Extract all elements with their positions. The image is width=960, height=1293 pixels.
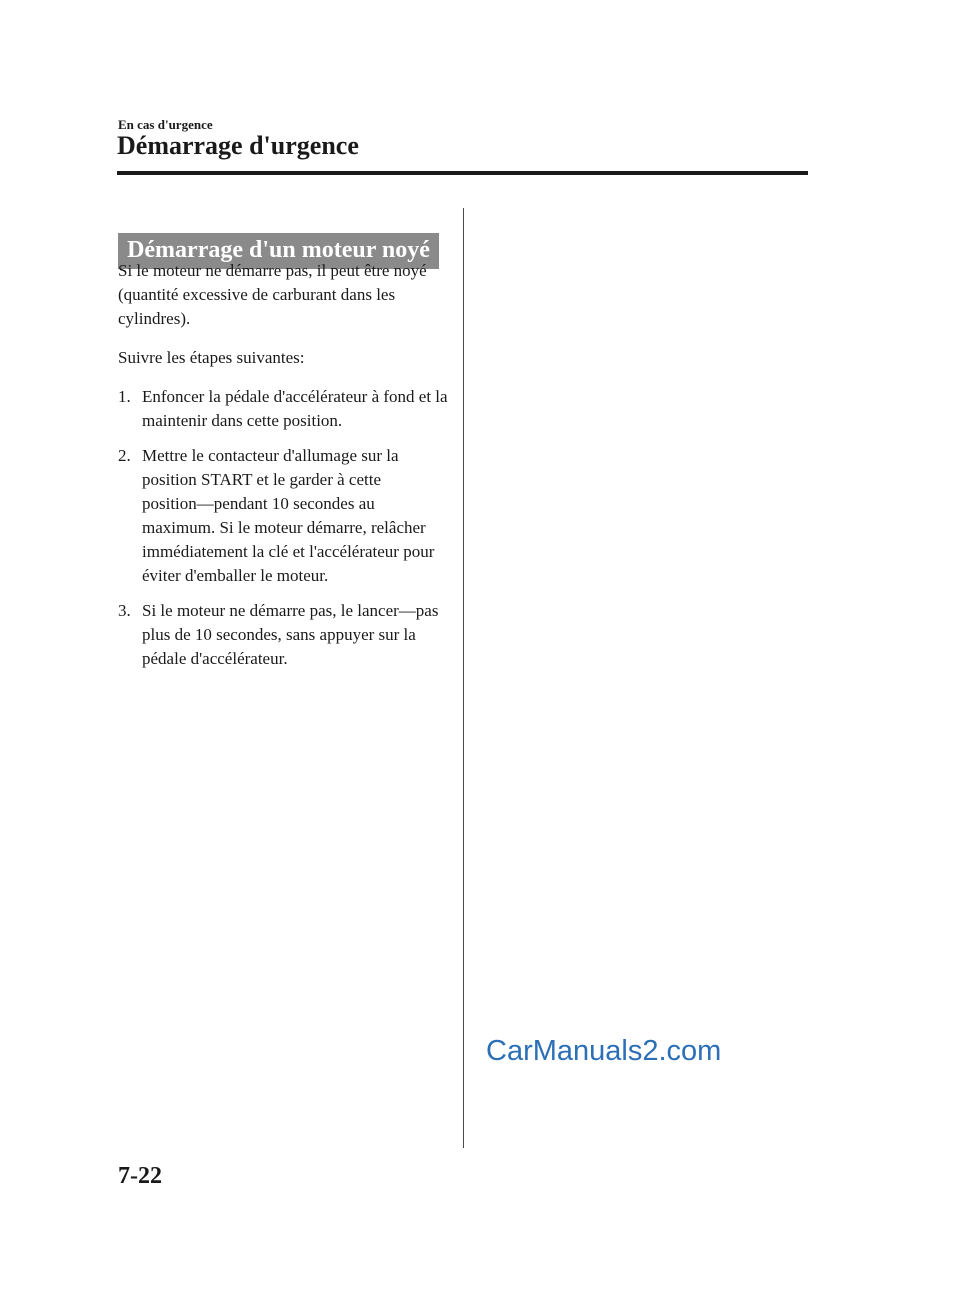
- page-number: 7-22: [118, 1163, 162, 1189]
- steps-list: [118, 385, 448, 671]
- main-content: [118, 259, 448, 682]
- chapter-title: Démarrage d'urgence: [117, 131, 359, 160]
- column-divider: [463, 208, 464, 1148]
- step-number: 1.: [118, 387, 131, 406]
- step-number: 2.: [118, 446, 131, 465]
- list-item: [118, 385, 448, 433]
- section-heading: Démarrage d'un moteur noyé: [118, 233, 439, 269]
- section-label: En cas d'urgence: [118, 117, 213, 132]
- step-text: Si le moteur ne démarre pas, le lancer―pas plus de 10 secondes, sans appuyer sur la pédale d'accélérateur.: [142, 601, 439, 668]
- step-text: Mettre le contacteur d'allumage sur la position START et le garder à cette position―pendant 10 secondes au maximum. Si le moteur démarre, relâcher immédiatement la clé et l'accélérateur pour éviter d'emballer le moteur.: [142, 446, 435, 585]
- header-rule: [117, 171, 808, 175]
- steps-intro: Suivre les étapes suivantes:: [118, 348, 305, 367]
- watermark: CarManuals2.com: [486, 1035, 722, 1067]
- list-item: [118, 444, 448, 588]
- step-text: Enfoncer la pédale d'accélérateur à fond et la maintenir dans cette position.: [142, 387, 448, 430]
- intro-paragraph: Si le moteur ne démarre pas, il peut être noyé (quantité excessive de carburant dans les cylindres).: [118, 261, 427, 328]
- step-number: 3.: [118, 601, 131, 620]
- list-item: [118, 599, 448, 671]
